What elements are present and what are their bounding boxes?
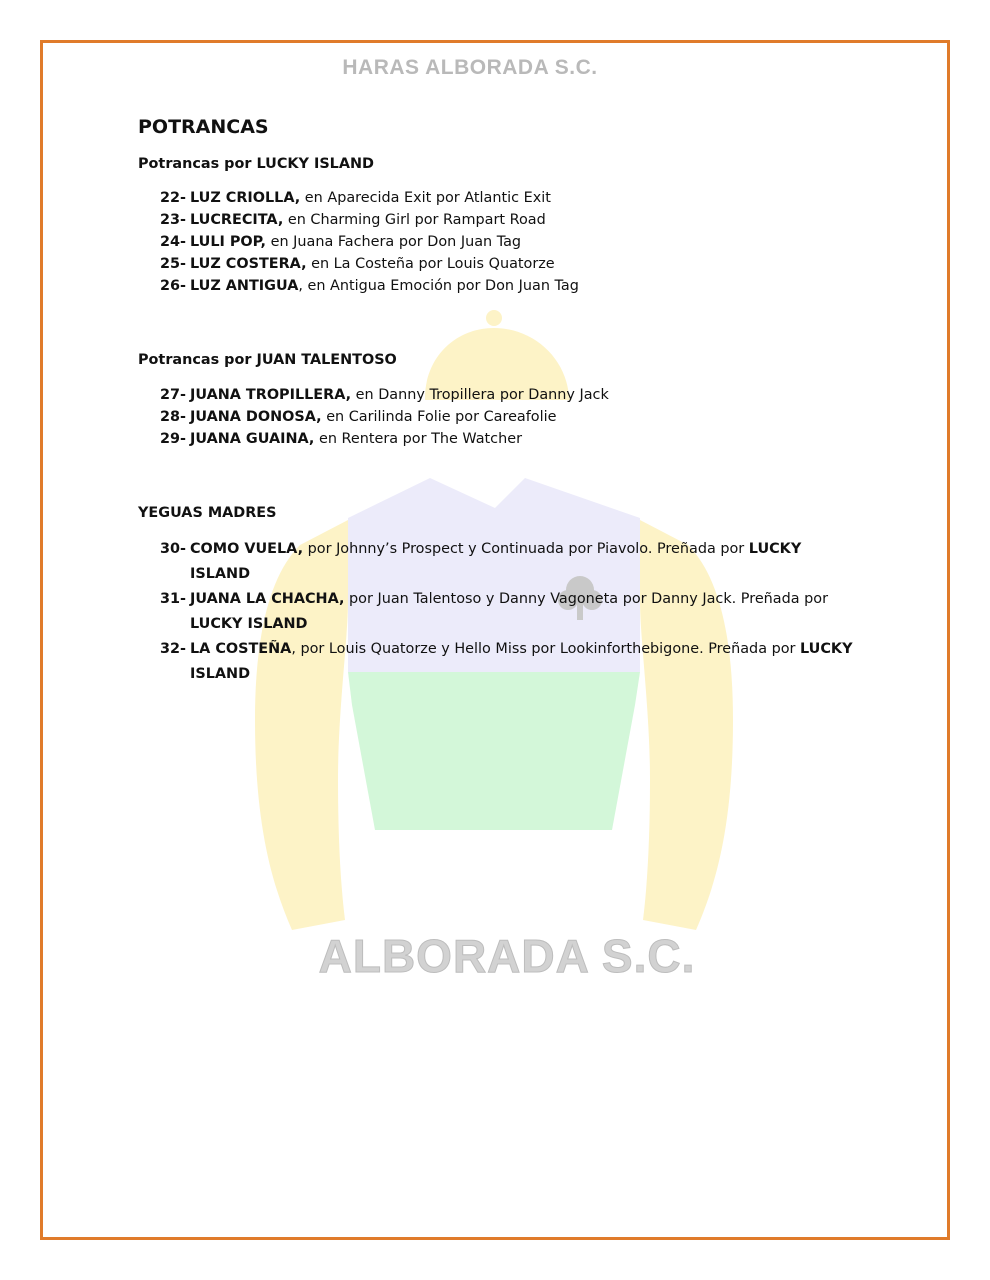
list-item — [138, 428, 858, 450]
list-item — [138, 637, 858, 687]
item-number: 24- — [160, 234, 186, 250]
sire-name: LUCKY ISLAND — [190, 641, 853, 682]
horse-name: LULI POP, — [190, 234, 267, 250]
item-number: 29- — [160, 431, 186, 447]
item-number: 30- — [160, 541, 186, 557]
pedigree-text: por Juan Talentoso y Danny Vagoneta por Danny Jack. Preñada por — [344, 591, 829, 607]
item-number: 27- — [160, 387, 186, 403]
fillies-list-juan-talentoso — [138, 384, 858, 450]
horse-name: LUZ ANTIGUA — [190, 278, 299, 294]
list-item — [138, 406, 858, 428]
pedigree-text: en Juana Fachera por Don Juan Tag — [266, 234, 522, 250]
list-item — [138, 275, 858, 297]
watermark-text: ALBORADA S.C. — [318, 930, 696, 982]
item-number: 25- — [160, 256, 186, 272]
horse-name: JUANA DONOSA, — [190, 409, 322, 425]
pedigree-text: en Danny Tropillera por Danny Jack — [351, 387, 609, 403]
pedigree-text: en La Costeña por Louis Quatorze — [306, 256, 555, 272]
list-item — [138, 537, 858, 587]
list-item — [138, 587, 858, 637]
sire-name: LUCKY ISLAND — [190, 541, 802, 582]
horse-name: JUANA LA CHACHA, — [190, 591, 345, 607]
pedigree-text: en Rentera por The Watcher — [314, 431, 522, 447]
pedigree-text: , por Louis Quatorze y Hello Miss por Lookinforthebigone. Preñada por — [291, 641, 801, 657]
fillies-list-lucky-island — [138, 187, 858, 297]
horse-name: LUZ COSTERA, — [190, 256, 307, 272]
mares-title: YEGUAS MADRES — [138, 505, 277, 521]
pedigree-text: en Aparecida Exit por Atlantic Exit — [300, 190, 551, 206]
silks-body-bottom — [348, 672, 640, 830]
sire-name: LUCKY ISLAND — [190, 616, 308, 632]
list-item — [138, 209, 858, 231]
list-item — [138, 187, 858, 209]
list-item — [138, 253, 858, 275]
item-number: 22- — [160, 190, 186, 206]
horse-name: LUCRECITA, — [190, 212, 284, 228]
item-number: 26- — [160, 278, 186, 294]
horse-name: JUANA TROPILLERA, — [190, 387, 352, 403]
horse-name: JUANA GUAINA, — [190, 431, 315, 447]
section-title: POTRANCAS — [138, 116, 269, 138]
pedigree-text: en Charming Girl por Rampart Road — [283, 212, 546, 228]
pedigree-text: , en Antigua Emoción por Don Juan Tag — [298, 278, 579, 294]
pedigree-text: por Johnny’s Prospect y Continuada por Piavolo. Preñada por — [303, 541, 749, 557]
item-number: 31- — [160, 591, 186, 607]
mares-list — [138, 537, 858, 687]
group-title: Potrancas por JUAN TALENTOSO — [138, 352, 397, 368]
item-number: 32- — [160, 641, 186, 657]
item-number: 23- — [160, 212, 186, 228]
horse-name: LA COSTEÑA — [190, 641, 292, 657]
horse-name: COMO VUELA, — [190, 541, 304, 557]
document-body — [138, 112, 858, 687]
list-item — [138, 384, 858, 406]
horse-name: LUZ CRIOLLA, — [190, 190, 301, 206]
group-title: Potrancas por LUCKY ISLAND — [138, 156, 374, 172]
header-title: HARAS ALBORADA S.C. — [342, 56, 598, 79]
pedigree-text: en Carilinda Folie por Careafolie — [321, 409, 557, 425]
list-item — [138, 231, 858, 253]
item-number: 28- — [160, 409, 186, 425]
